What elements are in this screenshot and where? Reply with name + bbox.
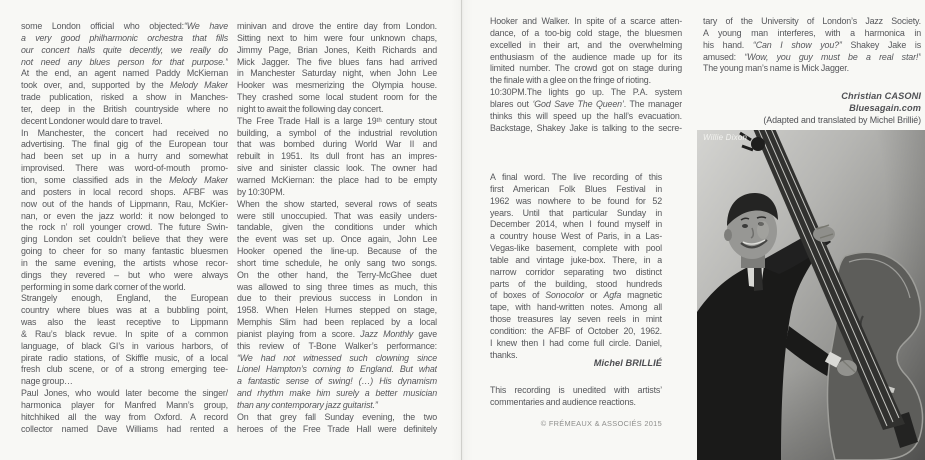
text-line: commentaries and audience reactions. (490, 396, 636, 407)
text-line: parts of the building, stood hundreds (490, 278, 662, 289)
credits-block (703, 90, 921, 126)
text-line: They crashed some local student room for the (237, 92, 437, 103)
text-line: A final word. The live recording of this (490, 172, 662, 182)
text-line: On that grey fall Sunday evening, the two (237, 411, 437, 422)
text-line: thinks this will speed up the hall’s evacuation. (490, 110, 682, 121)
text-line: short time schedule, he only sang two songs. (237, 257, 437, 268)
text-line: Lionel Hampton’s coming to England. But what (237, 364, 437, 375)
text-line: In Manchester, the concert had received no (21, 127, 228, 138)
text-line: hitchhiked all the way from Oxford. A record (21, 411, 228, 422)
text-line: Vegas-like basement, complete with pool (490, 243, 662, 254)
text-line: performing in some dark corner of the world. (21, 281, 186, 292)
text-line: At the end, an agent named Paddy McKiernan (21, 68, 228, 79)
text-line: condition: the AFBF of October 20, 1962. (490, 325, 662, 336)
text-line: December 2014, when I found myself in (490, 219, 662, 230)
text-line: had been set up in a hurry and somewhat (21, 151, 228, 162)
text-line: nage group… (21, 376, 73, 387)
text-line: the rock n’ roll younger crowd. The future Swin- (21, 222, 228, 233)
text-line: Hooker opened the line-up. Because of the (237, 246, 437, 257)
text-line: pianist playing from a score. Jazz Monthly gave (237, 328, 437, 339)
text-line: first American Folk Blues Festival in (490, 183, 662, 194)
text-line: limited number. The crowd got on stage during (490, 63, 682, 74)
text-line: Backstage, Shakey Jake is talking to the secre- (490, 122, 682, 133)
text-line: rebuilt in 1951. Its dull front has an impres- (237, 151, 437, 162)
text-line: tion, some classified ads in the Melody Maker (21, 174, 228, 185)
text-line: On the other hand, the Terry-McGhee duet (237, 269, 437, 280)
text-line: going to cheer for so many fantastic bluesmen (21, 246, 228, 257)
text-line: narrow corridor separating two distinct (490, 266, 662, 277)
author-signature: Michel BRILLIÉ (593, 358, 662, 368)
text-line: & Rau’s black revue. In spite of a common (21, 328, 228, 339)
text-line: and posters in local record shops. AFBF was (21, 186, 228, 197)
text-line: sive and sinister classic look. The owner had (237, 163, 437, 174)
text-line: pirate radio stations, of Skiffle music, of a local (21, 352, 228, 363)
text-line: those treasures lay seven reels in mint (490, 314, 662, 325)
text-line: a very good philharmonic orchestra that fills (21, 32, 228, 43)
text-line: by 10:30PM. (237, 186, 285, 197)
text-line: his hand. “Can I show you?” Shakey Jake is (703, 39, 921, 50)
text-line: language, of black GI’s in various harbors, of (21, 340, 228, 351)
credit-website: Bluesagain.com (849, 103, 921, 113)
text-line: enthusiasm of the audience made up for its (490, 51, 682, 62)
text-line: Hooker was mesmerizing the Olympia house. (237, 80, 437, 91)
text-line: tape, with hand-written notes. Among all (490, 302, 662, 313)
text-line: improvised. There was word-of-mouth promo- (21, 163, 228, 174)
text-line: collector named Dave Williams had rented a (21, 423, 228, 434)
article-column-4 (703, 16, 921, 75)
text-line: Paul Jones, who would later become the singer/ (21, 388, 228, 399)
text-line: were still unoccupied. That was easily unders- (237, 210, 437, 221)
text-line: due to their previous success in London in (237, 293, 437, 304)
text-line: of boxes of Sonocolor or Agfa magnetic (490, 290, 662, 301)
recording-note (490, 385, 662, 409)
text-line: Sitting next to him were four unknown chaps, (237, 32, 437, 43)
text-line: thanks. (490, 349, 518, 360)
text-line: blares out ‘God Save The Queen’. The manager (490, 98, 682, 109)
text-line: fresh club scene, or of a strong emerging tee- (21, 364, 228, 375)
text-line: dings they revered – but who were always (21, 269, 228, 280)
text-line: 1962 was nowhere to be found for 52 (490, 195, 662, 206)
text-line: amused: “Wow, you guy must be a real star!” (703, 51, 921, 62)
text-line: excelled in their art, and the overwhelming (490, 39, 682, 50)
text-line: not need any blues person for that purpose.” (21, 56, 228, 67)
center-fold-shading (451, 0, 473, 460)
article-column-3 (490, 16, 682, 134)
text-line: ter, deep in the British countryside where no (21, 103, 228, 114)
text-line: tary of the University of London’s Jazz Society. (703, 16, 921, 26)
text-line: trade publication, risked a show in Manches- (21, 92, 228, 103)
article-column-1 (21, 21, 228, 436)
text-line: Strangely enough, England, the European (21, 293, 228, 304)
text-line: in the same evening, the artists whose recor- (21, 257, 228, 268)
text-line: advertising. The final gig of the European tour (21, 139, 228, 150)
text-line: A young man interferes, with a harmonica in (703, 27, 921, 38)
text-line: Jimmy Page, Brian Jones, Keith Richards and (237, 44, 437, 55)
text-line: took over, and, supported by the Melody Maker (21, 80, 228, 91)
text-line: that was bombed during World War II and (237, 139, 437, 150)
text-line: in Manchester Saturday night, when John Lee (237, 68, 437, 79)
text-line: country where blues was at a bubbling point, (21, 305, 228, 316)
text-line: was allowed to sing three times as much, this (237, 281, 437, 292)
text-line: “We had not witnessed such clowning since (237, 352, 437, 363)
text-line: than any contemporary jazz guitarist.” (237, 400, 378, 410)
willie-dixon-photo (697, 130, 925, 460)
text-line: 10:30PM.The lights go up. The P.A. system (490, 87, 682, 98)
center-fold-line (461, 0, 462, 460)
text-line: tandable, given the conditions under which (237, 222, 437, 233)
text-line: was also the least receptive to Lippmann (21, 317, 228, 328)
text-line: years. Until that particular Sunday in (490, 207, 662, 218)
text-line: table and vintage juke-box. There, in a (490, 254, 662, 265)
text-line: This recording is unedited with artists’ (490, 385, 662, 395)
text-line: I knew then I had come full circle. Daniel, (490, 337, 662, 348)
text-line: a fantastic sense of swing! (…) His dynamism (237, 376, 437, 387)
credit-author: Christian CASONI (841, 91, 921, 101)
text-line: minivan and drove the entire day from London. (237, 21, 437, 31)
text-line: dance, of a too-big cold stage, the bluesmen (490, 27, 682, 38)
text-line: now out of the hands of Lippmann, Rau, McKier- (21, 198, 228, 209)
photo-caption: Willie Dixon (703, 133, 748, 142)
text-line: this review of T-Bone Walker’s performance: (237, 340, 437, 351)
text-line: The Free Trade Hall is a large 19ᵗʰ century stout (237, 115, 437, 126)
text-line: 1958. When Helen Humes stepped on stage, (237, 305, 437, 316)
text-line: nan, or even the jazz world: it now belonged to (21, 210, 228, 221)
text-line: ging London set couldn’t believe that they were (21, 234, 228, 245)
text-line: When the show started, several rows of seats (237, 198, 437, 209)
willie-dixon-photo-art (697, 130, 925, 460)
text-line: harmonica player for Manfred Mann’s group, (21, 400, 228, 410)
text-line: building, a symbol of the industrial revolution (237, 127, 437, 138)
text-line: night to await the following day concert. (237, 103, 384, 114)
text-line: and rhythm make him surely a better musician (237, 388, 437, 399)
text-line: warned McKiernan: the place had to be empty (237, 174, 437, 185)
credit-translation: (Adapted and translated by Michel Brillié) (763, 115, 921, 125)
copyright-line: © FRÉMEAUX & ASSOCIÉS 2015 (540, 419, 662, 428)
text-line: The young man’s name is Mick Jagger. (703, 63, 849, 74)
final-word-paragraph (490, 172, 662, 362)
text-line: decent Londoner would dare to travel. (21, 115, 163, 126)
text-line: Hooker and Walker. In spite of a scarce atten- (490, 16, 682, 26)
text-line: Memphis Slim had been replaced by a local (237, 317, 437, 328)
text-line: Mick Jagger. The five blues fans had arrived (237, 56, 437, 67)
text-line: the event was set up. Once again, John Lee (237, 234, 437, 245)
text-line: the finale with a glee on the fringe of rioting. (490, 75, 651, 86)
text-line: a country house West of Paris, in a Las- (490, 231, 662, 242)
text-line: some London official who objected:“We have (21, 21, 228, 31)
article-column-2 (237, 21, 437, 436)
text-line: heroes of the Free Trade Hall were definitely (237, 423, 437, 434)
text-line: our concert halls quite decently, we really do (21, 44, 228, 55)
